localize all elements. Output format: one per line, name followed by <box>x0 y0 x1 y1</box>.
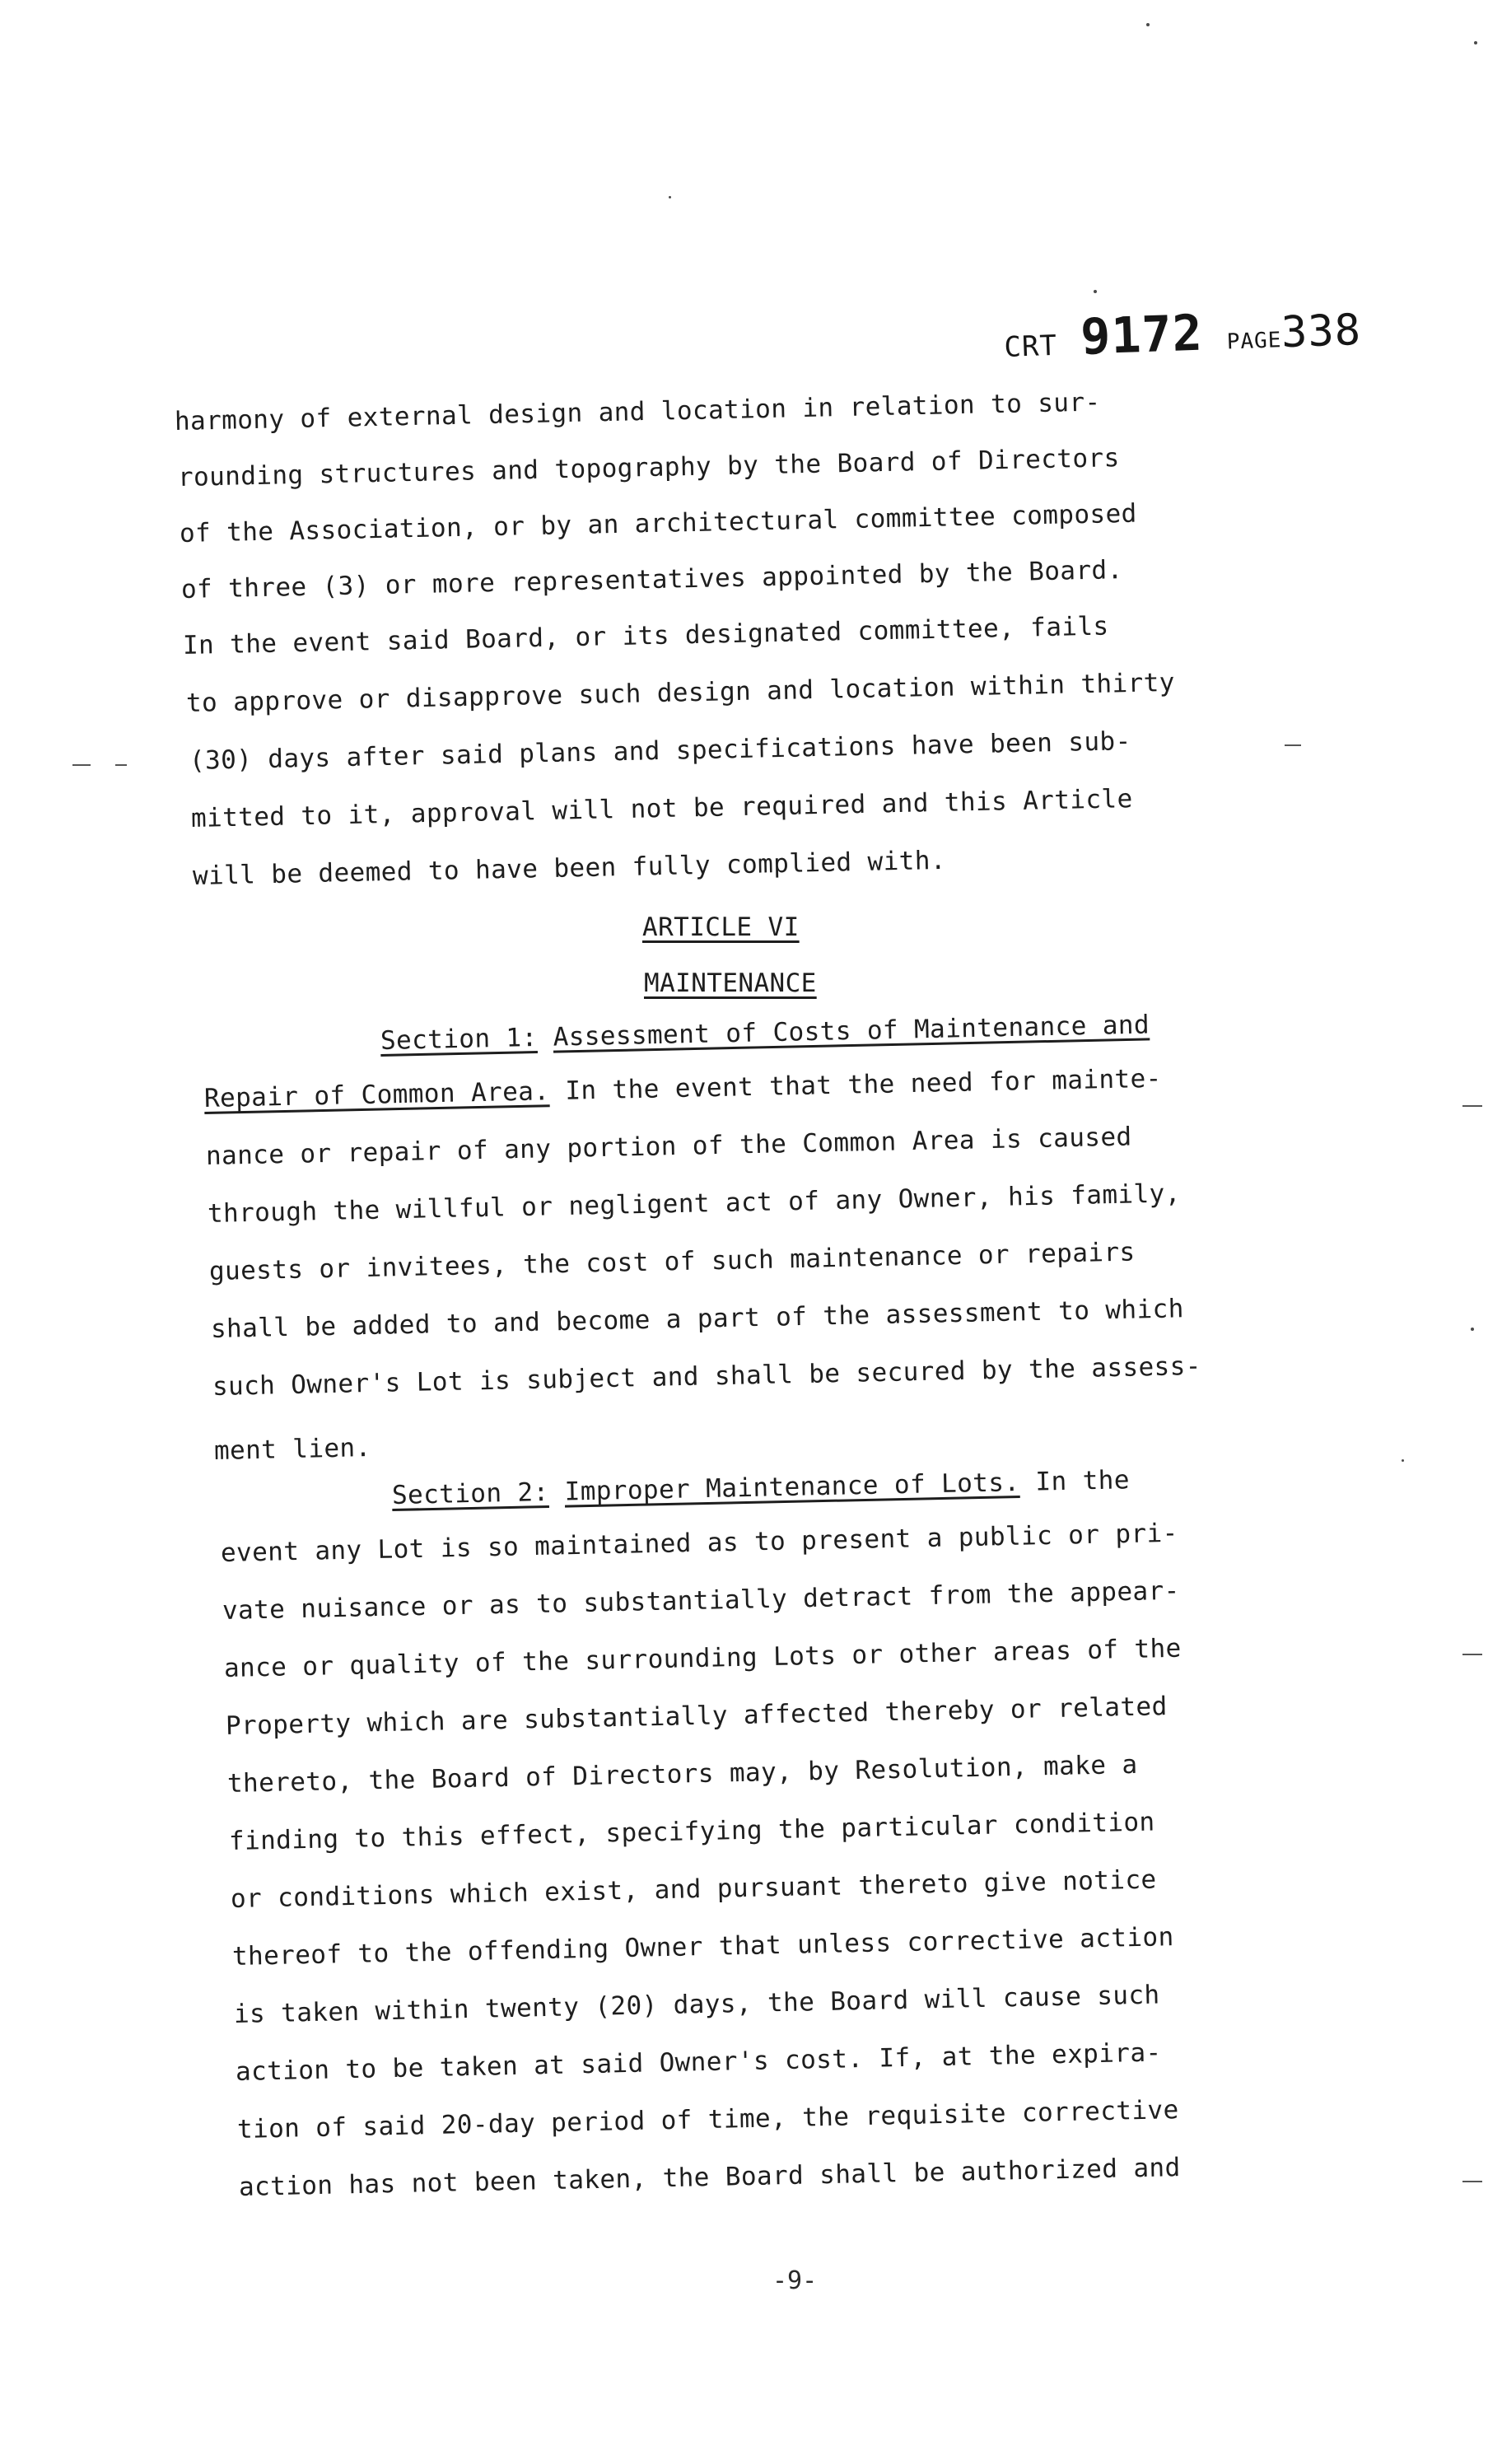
scan-speck <box>1094 290 1097 293</box>
article-title: MAINTENANCE <box>644 968 817 998</box>
text-line: of the Association, or by an architectural committee composed <box>179 498 1138 548</box>
text-line: through the willful or negligent act of any Owner, his family, <box>207 1178 1182 1229</box>
scan-mark <box>1462 2181 1482 2182</box>
text-line: guests or invitees, the cost of such maintenance or repairs <box>208 1237 1136 1286</box>
text-line: thereto, the Board of Directors may, by Resolution, make a <box>226 1749 1138 1799</box>
text-line: shall be added to and become a part of the assessment to which <box>210 1294 1185 1344</box>
section-1-heading-line <box>380 1010 1150 1056</box>
text-line: tion of said 20-day period of time, the requisite corrective <box>236 2095 1179 2144</box>
scan-mark <box>72 764 91 766</box>
section-2-label: Section 2: <box>391 1477 549 1510</box>
text-line: mitted to it, approval will not be required and this Article <box>190 784 1133 833</box>
scan-mark <box>1462 1105 1482 1107</box>
text-line: action to be taken at said Owner's cost. If, at the expira- <box>235 2037 1162 2087</box>
section-1-first-line <box>204 1064 1162 1113</box>
text-line: harmony of external design and location in relation to sur- <box>174 387 1101 436</box>
text-line: In the event said Board, or its designated committee, fails <box>182 611 1109 660</box>
stamp-page-prefix: PAGE <box>1226 328 1282 355</box>
text-line: such Owner's Lot is subject and shall be secured by the assess- <box>212 1351 1202 1402</box>
text-line: Property which are substantially affected thereby or related <box>225 1692 1168 1741</box>
text-line: ance or quality of the surrounding Lots or other areas of the <box>223 1633 1182 1683</box>
scan-speck <box>1402 1459 1404 1462</box>
scan-speck <box>1474 41 1477 44</box>
text-line: of three (3) or more representatives appointed by the Board. <box>180 555 1123 604</box>
recording-stamp <box>1003 299 1362 369</box>
section-1-first-line-text: In the event that the need for mainte- <box>565 1063 1163 1106</box>
stamp-page-number: 338 <box>1280 305 1362 358</box>
section-1-title-part1: Assessment of Costs of Maintenance and <box>553 1010 1150 1052</box>
scan-mark <box>1285 744 1301 746</box>
page-number: -9- <box>772 2266 818 2295</box>
scan-speck <box>1146 23 1150 26</box>
text-line: finding to this effect, specifying the particular condition <box>228 1807 1155 1856</box>
text-line: rounding structures and topography by the Board of Directors <box>177 443 1120 492</box>
stamp-book-number: 9172 <box>1080 304 1204 366</box>
section-1-label: Section 1: <box>380 1023 538 1056</box>
scan-mark <box>115 764 127 766</box>
stamp-book-prefix: CRT <box>1003 329 1058 364</box>
article-number: ARTICLE VI <box>642 912 800 942</box>
text-line: thereof to the offending Owner that unless corrective action <box>231 1922 1174 1972</box>
text-line: vate nuisance or as to substantially detract from the appear- <box>222 1575 1181 1626</box>
text-line: is taken within twenty (20) days, the Board will cause such <box>233 1980 1160 2029</box>
text-line: ment lien. <box>213 1433 371 1466</box>
text-line: nance or repair of any portion of the Common Area is caused <box>205 1122 1132 1171</box>
text-line: will be deemed to have been fully complied with. <box>192 845 947 891</box>
section-2-first-line-text: In the <box>1035 1465 1131 1497</box>
section-2-heading-line <box>392 1465 1131 1510</box>
text-line: (30) days after said plans and specifications have been sub- <box>189 726 1131 776</box>
scan-speck <box>669 196 671 198</box>
scan-speck <box>1471 1328 1474 1331</box>
text-line: action has not been taken, the Board shall be authorized and <box>238 2153 1181 2202</box>
text-line: event any Lot is so maintained as to present a public or pri- <box>220 1518 1179 1568</box>
section-1-title-part2: Repair of Common Area. <box>203 1076 550 1113</box>
scan-mark <box>1462 1654 1482 1655</box>
section-2-title: Improper Maintenance of Lots. <box>564 1468 1020 1507</box>
text-line: to approve or disapprove such design and location within thirty <box>185 667 1176 718</box>
text-line: or conditions which exist, and pursuant thereto give notice <box>230 1864 1157 1914</box>
